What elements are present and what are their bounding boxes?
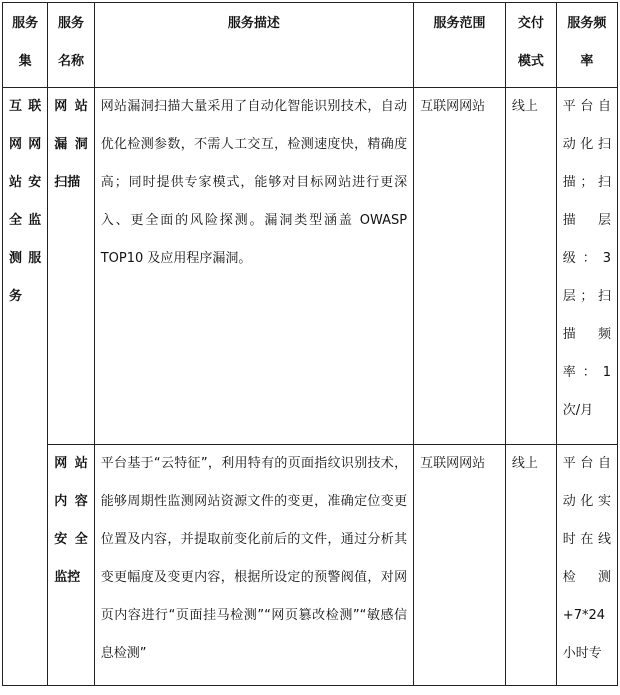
service-description-cell: 网站漏洞扫描大量采用了自动化智能识别技术，自动优化检测参数，不需人工交互，检测速度快，精确度高；同时提供专家模式，能够对目标网站进行更深入、更全面的风险探测。漏洞类型涵盖 OWASP TOP10 及应用程序漏洞。	[94, 88, 413, 445]
service-scope-cell: 互联网网站	[414, 88, 506, 445]
table-row	[3, 445, 618, 686]
table-row	[3, 88, 618, 445]
service-scope-cell: 互联网网站	[414, 445, 506, 686]
service-category-cell: 互联网网站安全监测服务	[3, 88, 48, 686]
header-service-description: 服务描述	[94, 3, 413, 88]
header-delivery-mode: 交付模式	[505, 3, 556, 88]
header-row	[3, 3, 618, 88]
delivery-mode-cell: 线上	[505, 88, 556, 445]
header-service-set: 服务集	[3, 3, 48, 88]
service-description-cell: 平台基于“云特征”，利用特有的页面指纹识别技术，能够周期性监测网站资源文件的变更，准确定位变更位置及内容，并提取前变化前后的文件，通过分析其变更幅度及变更内容，根据所设定的预警阀值，对网页内容进行“页面挂马检测”“网页篡改检测”“敏感信息检测”	[94, 445, 413, 686]
service-frequency-cell: 平台自动化扫描；扫描层级：3层；扫描频率：1次/月	[556, 88, 617, 445]
header-service-frequency: 服务频率	[556, 3, 617, 88]
service-frequency-cell: 平台自动化实时在线检测+7*24小时专	[556, 445, 617, 686]
header-service-name: 服务名称	[48, 3, 94, 88]
service-name-cell: 网站内容安全监控	[48, 445, 94, 686]
delivery-mode-cell: 线上	[505, 445, 556, 686]
service-name-cell: 网站漏洞扫描	[48, 88, 94, 445]
header-service-scope: 服务范围	[414, 3, 506, 88]
service-table	[2, 2, 618, 686]
